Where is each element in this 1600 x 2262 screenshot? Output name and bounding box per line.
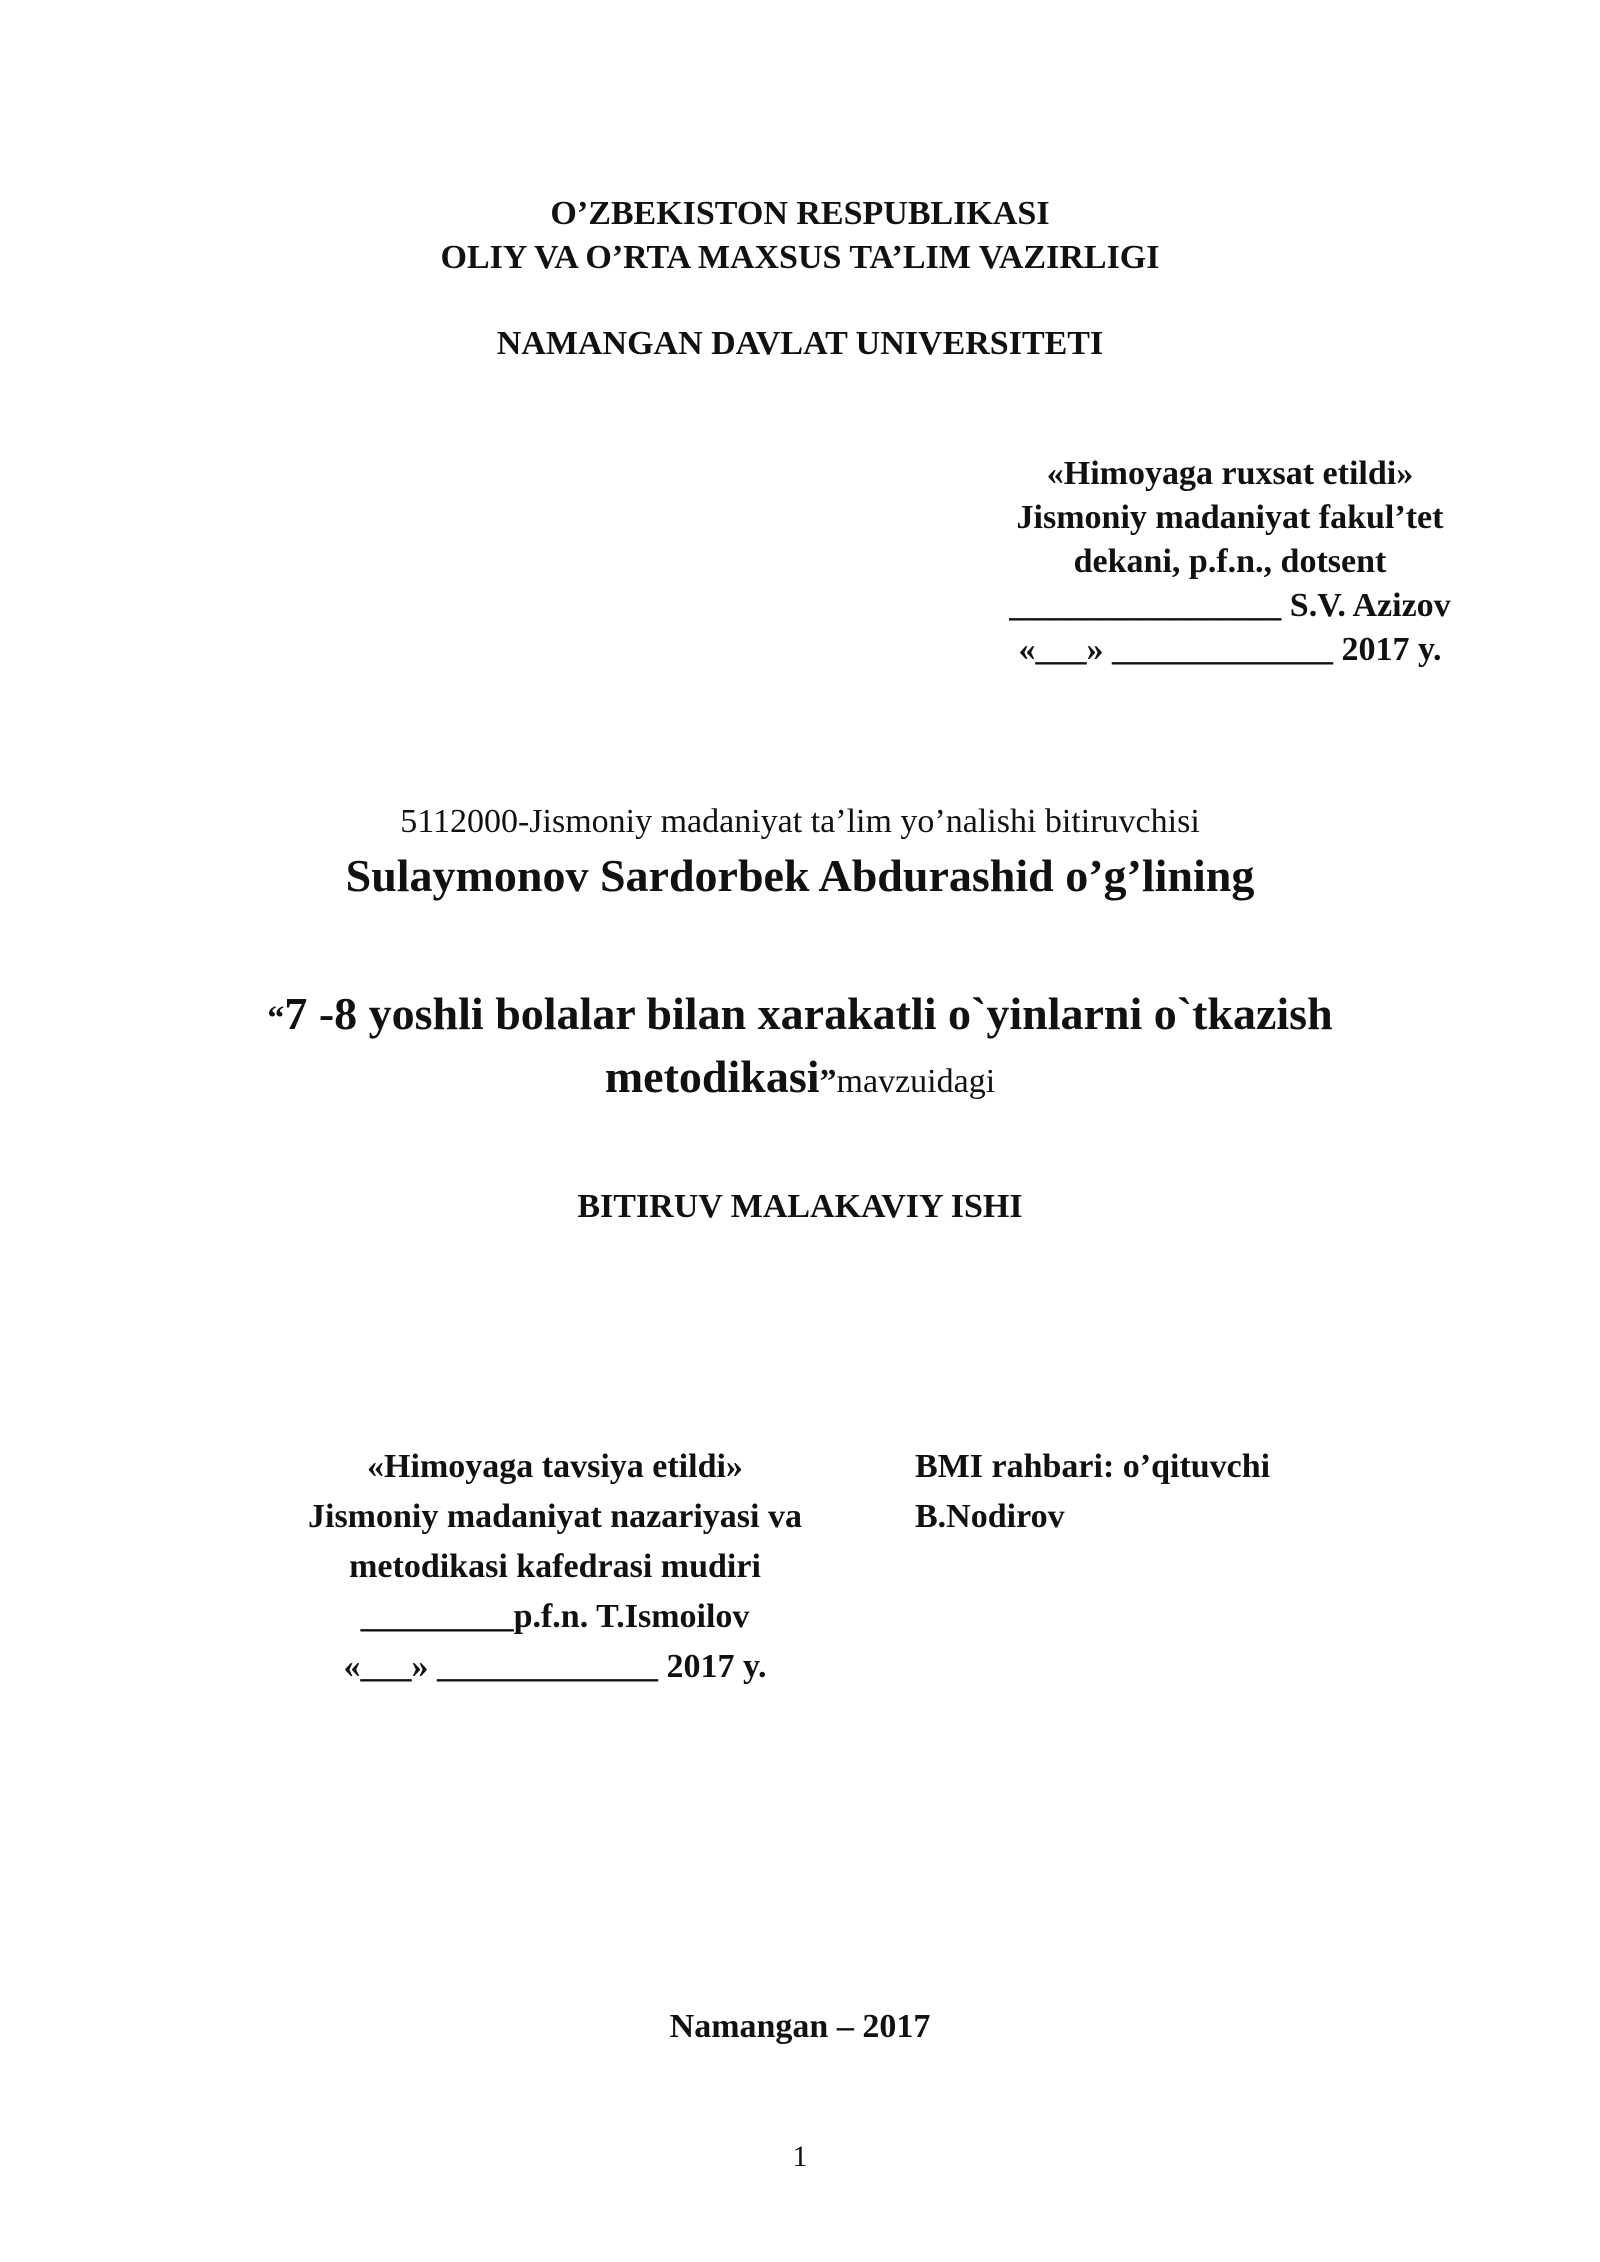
approval-faculty: Jismoniy madaniyat fakul’tet bbox=[1016, 499, 1444, 536]
dean-approval-block bbox=[920, 452, 1540, 672]
header-ministry: OLIY VA O’RTA MAXSUS TA’LIM VAZIRLIGI bbox=[440, 239, 1160, 276]
recommendation-title: «Himoyaga tavsiya etildi» bbox=[367, 1448, 743, 1485]
recommendation-signature: _________p.f.n. T.Ismoilov bbox=[360, 1598, 750, 1635]
approval-signature: ________________ S.V. Azizov bbox=[1009, 587, 1451, 624]
work-type-title: BITIRUV MALAKAVIY ISHI bbox=[577, 1188, 1023, 1225]
topic-open-quote: “ bbox=[267, 1000, 285, 1037]
ministry-header bbox=[0, 192, 1600, 280]
supervisor-block bbox=[915, 1442, 1415, 1542]
approval-position: dekani, p.f.n., dotsent bbox=[1073, 543, 1387, 580]
topic-line-1: 7 -8 yoshli bolalar bilan xarakatli o`yinlarni o`tkazish bbox=[284, 988, 1333, 1039]
thesis-topic bbox=[0, 985, 1600, 1111]
approval-title: «Himoyaga ruxsat etildi» bbox=[1046, 455, 1414, 492]
recommendation-date: «___» _____________ 2017 y. bbox=[343, 1648, 767, 1685]
recommendation-department-1: Jismoniy madaniyat nazariyasi va bbox=[308, 1498, 802, 1535]
topic-line-2: metodikasi bbox=[604, 1051, 820, 1102]
place-and-year: Namangan – 2017 bbox=[669, 2008, 931, 2045]
graduate-program-line: 5112000-Jismoniy madaniyat ta’lim yo’nalishi bitiruvchisi bbox=[400, 803, 1200, 840]
approval-date: «___» _____________ 2017 y. bbox=[1018, 631, 1442, 668]
student-name: Sulaymonov Sardorbek Abdurashid o’g’lining bbox=[345, 850, 1255, 901]
header-country: O’ZBEKISTON RESPUBLIKASI bbox=[550, 195, 1050, 232]
recommendation-department-2: metodikasi kafedrasi mudiri bbox=[349, 1548, 761, 1585]
university-name: NAMANGAN DAVLAT UNIVERSITETI bbox=[496, 325, 1104, 362]
department-recommendation-block bbox=[250, 1442, 860, 1692]
supervisor-name: B.Nodirov bbox=[915, 1498, 1065, 1535]
page-number: 1 bbox=[792, 2140, 808, 2173]
supervisor-title: BMI rahbari: o’qituvchi bbox=[915, 1448, 1271, 1485]
topic-close-quote: ” bbox=[819, 1063, 837, 1100]
topic-suffix: mavzuidagi bbox=[836, 1063, 996, 1100]
